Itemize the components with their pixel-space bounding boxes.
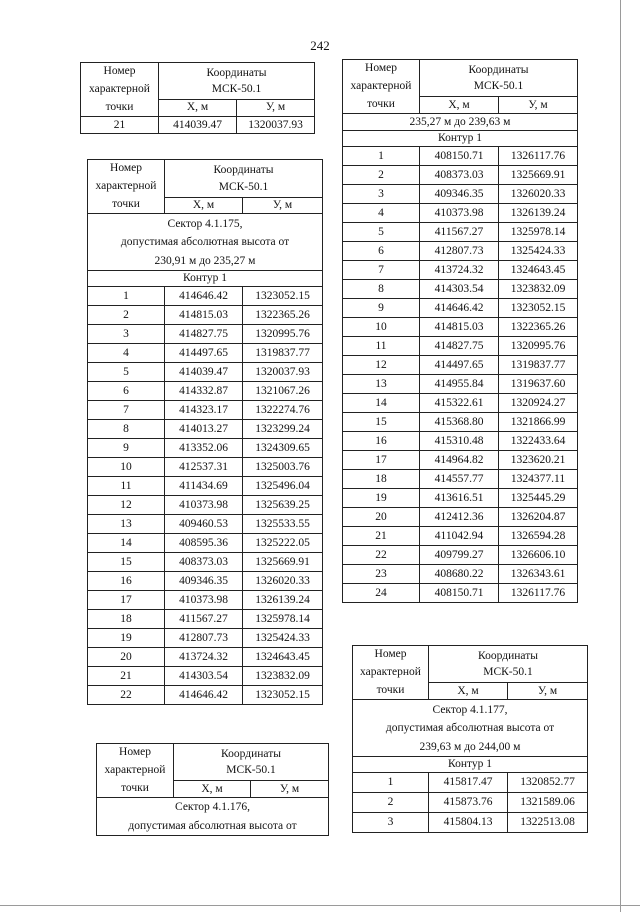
point-number-cell: 8 <box>343 280 420 299</box>
y-coordinate-cell: 1319837.77 <box>499 356 578 375</box>
point-number-cell: 12 <box>88 496 165 515</box>
point-number-cell: 7 <box>343 261 420 280</box>
point-number-cell: 1 <box>343 147 420 166</box>
point-number-header: Номер характерной точки <box>353 646 429 700</box>
y-coordinate-cell: 1322365.26 <box>243 306 323 325</box>
y-coordinate-cell: 1326117.76 <box>499 584 578 603</box>
table-row <box>343 394 578 413</box>
y-coordinate-cell: 1322365.26 <box>499 318 578 337</box>
point-number-cell: 6 <box>343 242 420 261</box>
y-coordinate-cell: 1319637.60 <box>499 375 578 394</box>
coordinates-header: Координаты МСК-50.1 <box>429 646 588 683</box>
point-number-header: Номер характерной точки <box>88 160 165 214</box>
table-row <box>343 337 578 356</box>
point-number-cell: 13 <box>88 515 165 534</box>
point-number-header: Номер характерной точки <box>81 63 159 117</box>
x-coordinate-cell: 410373.98 <box>165 496 243 515</box>
x-coordinate-cell: 408373.03 <box>165 553 243 572</box>
table-row <box>343 565 578 584</box>
point-number-cell: 24 <box>343 584 420 603</box>
point-number-cell: 4 <box>343 204 420 223</box>
point-number-cell: 20 <box>343 508 420 527</box>
point-number-cell: 7 <box>88 401 165 420</box>
point-number-cell: 22 <box>88 686 165 705</box>
table-row <box>343 261 578 280</box>
table-row <box>88 667 323 686</box>
y-coordinate-cell: 1324377.11 <box>499 470 578 489</box>
point-number-cell: 20 <box>88 648 165 667</box>
x-coordinate-cell: 414323.17 <box>165 401 243 420</box>
point-number-cell: 23 <box>343 565 420 584</box>
table-row <box>88 363 323 382</box>
x-header: X, м <box>159 99 237 117</box>
x-coordinate-cell: 408680.22 <box>420 565 499 584</box>
x-coordinate-cell: 415873.76 <box>429 793 508 813</box>
point-number-cell: 11 <box>88 477 165 496</box>
x-header: X, м <box>174 781 251 798</box>
table-row <box>88 553 323 572</box>
x-coordinate-cell: 412807.73 <box>165 629 243 648</box>
x-coordinate-cell: 409346.35 <box>420 185 499 204</box>
table-row <box>88 496 323 515</box>
x-coordinate-cell: 413724.32 <box>420 261 499 280</box>
table-row <box>343 299 578 318</box>
y-coordinate-cell: 1322274.76 <box>243 401 323 420</box>
x-coordinate-cell: 414646.42 <box>165 686 243 705</box>
y-coordinate-cell: 1324643.45 <box>499 261 578 280</box>
x-coordinate-cell: 411042.94 <box>420 527 499 546</box>
table-row <box>343 451 578 470</box>
table-row <box>353 773 588 793</box>
y-coordinate-cell: 1323299.24 <box>243 420 323 439</box>
x-coordinate-cell: 408373.03 <box>420 166 499 185</box>
table-row <box>88 401 323 420</box>
y-coordinate-cell: 1319837.77 <box>243 344 323 363</box>
table-row <box>88 534 323 553</box>
x-coordinate-cell: 414039.47 <box>165 363 243 382</box>
y-coordinate-cell: 1320852.77 <box>508 773 588 793</box>
y-coordinate-cell: 1320037.93 <box>243 363 323 382</box>
point-number-cell: 8 <box>88 420 165 439</box>
table-row <box>88 477 323 496</box>
point-number-cell: 12 <box>343 356 420 375</box>
point-number-cell: 6 <box>88 382 165 401</box>
y-coordinate-cell: 1325445.29 <box>499 489 578 508</box>
table-row <box>343 508 578 527</box>
x-coordinate-cell: 410373.98 <box>420 204 499 223</box>
table-row <box>343 185 578 204</box>
coordinates-table-5 <box>352 645 588 833</box>
table-row <box>88 287 323 306</box>
table-row <box>88 420 323 439</box>
coordinates-header: Координаты МСК-50.1 <box>420 60 578 97</box>
y-coordinate-cell: 1325424.33 <box>243 629 323 648</box>
y-coordinate-cell: 1323832.09 <box>243 667 323 686</box>
table-row <box>343 280 578 299</box>
sector-caption: Сектор 4.1.175, допустимая абсолютная высота от 230,91 м до 235,27 м <box>88 214 323 271</box>
y-coordinate-cell: 1325669.91 <box>243 553 323 572</box>
point-number-cell: 11 <box>343 337 420 356</box>
x-header: X, м <box>420 97 499 114</box>
x-coordinate-cell: 414646.42 <box>165 287 243 306</box>
y-coordinate-cell: 1325003.76 <box>243 458 323 477</box>
x-coordinate-cell: 415368.80 <box>420 413 499 432</box>
y-coordinate-cell: 1323052.15 <box>499 299 578 318</box>
y-coordinate-cell: 1326204.87 <box>499 508 578 527</box>
x-coordinate-cell: 409346.35 <box>165 572 243 591</box>
x-coordinate-cell: 410373.98 <box>165 591 243 610</box>
x-coordinate-cell: 414827.75 <box>165 325 243 344</box>
table-row <box>88 439 323 458</box>
point-number-cell: 2 <box>353 793 429 813</box>
page-edge-line <box>620 0 621 912</box>
table-row <box>343 432 578 451</box>
table-row <box>88 344 323 363</box>
table-row <box>343 546 578 565</box>
x-coordinate-cell: 412412.36 <box>420 508 499 527</box>
y-coordinate-cell: 1322433.64 <box>499 432 578 451</box>
table-row <box>343 242 578 261</box>
x-coordinate-cell: 413352.06 <box>165 439 243 458</box>
point-number-cell: 2 <box>343 166 420 185</box>
contour-label: Контур 1 <box>353 757 588 773</box>
y-header: У, м <box>499 97 578 114</box>
x-coordinate-cell: 411434.69 <box>165 477 243 496</box>
y-coordinate-cell: 1320995.76 <box>243 325 323 344</box>
contour-label: Контур 1 <box>88 271 323 287</box>
table-row <box>343 223 578 242</box>
y-coordinate-cell: 1326117.76 <box>499 147 578 166</box>
x-coordinate-cell: 414557.77 <box>420 470 499 489</box>
y-coordinate-cell: 1326139.24 <box>499 204 578 223</box>
table-row <box>343 470 578 489</box>
point-number-cell: 19 <box>343 489 420 508</box>
table-row <box>353 813 588 833</box>
sector-caption: Сектор 4.1.177, допустимая абсолютная высота от 239,63 м до 244,00 м <box>353 700 588 757</box>
y-coordinate-cell: 1325533.55 <box>243 515 323 534</box>
x-coordinate-cell: 411567.27 <box>420 223 499 242</box>
y-coordinate-cell: 1326343.61 <box>499 565 578 584</box>
point-number-cell: 21 <box>88 667 165 686</box>
table-row <box>88 382 323 401</box>
point-number-cell: 14 <box>88 534 165 553</box>
x-coordinate-cell: 414964.82 <box>420 451 499 470</box>
table-row <box>88 458 323 477</box>
x-coordinate-cell: 415804.13 <box>429 813 508 833</box>
x-coordinate-cell: 411567.27 <box>165 610 243 629</box>
x-coordinate-cell: 412807.73 <box>420 242 499 261</box>
x-coordinate-cell: 414497.65 <box>165 344 243 363</box>
table-row <box>343 204 578 223</box>
point-number-cell: 21 <box>343 527 420 546</box>
y-header: У, м <box>237 99 315 117</box>
y-coordinate-cell: 1325424.33 <box>499 242 578 261</box>
coordinates-table-1 <box>80 62 315 134</box>
point-number-cell: 3 <box>88 325 165 344</box>
x-coordinate-cell: 408150.71 <box>420 584 499 603</box>
table-row <box>343 318 578 337</box>
x-coordinate-cell: 414646.42 <box>420 299 499 318</box>
y-coordinate-cell: 1325222.05 <box>243 534 323 553</box>
x-coordinate-cell: 414303.54 <box>165 667 243 686</box>
x-coordinate-cell: 412537.31 <box>165 458 243 477</box>
table-row <box>88 306 323 325</box>
table-row <box>88 325 323 344</box>
point-number-cell: 15 <box>88 553 165 572</box>
y-coordinate-cell: 1320037.93 <box>237 117 315 134</box>
point-number-cell: 18 <box>88 610 165 629</box>
y-header: У, м <box>243 198 323 214</box>
y-header: У, м <box>508 683 588 700</box>
page-edge-line <box>0 905 640 906</box>
x-header: X, м <box>165 198 243 214</box>
table-row <box>88 515 323 534</box>
point-number-cell: 21 <box>81 117 159 134</box>
coordinates-header: Координаты МСК-50.1 <box>165 160 323 198</box>
altitude-caption: 235,27 м до 239,63 м <box>343 114 578 131</box>
table-row <box>343 584 578 603</box>
point-number-cell: 9 <box>343 299 420 318</box>
x-coordinate-cell: 415817.47 <box>429 773 508 793</box>
y-coordinate-cell: 1325639.25 <box>243 496 323 515</box>
x-coordinate-cell: 408150.71 <box>420 147 499 166</box>
point-number-cell: 13 <box>343 375 420 394</box>
point-number-cell: 10 <box>88 458 165 477</box>
coordinates-header: Координаты МСК-50.1 <box>174 744 329 781</box>
table-row <box>343 356 578 375</box>
x-coordinate-cell: 409460.53 <box>165 515 243 534</box>
point-number-cell: 2 <box>88 306 165 325</box>
y-coordinate-cell: 1326020.33 <box>243 572 323 591</box>
x-header: X, м <box>429 683 508 700</box>
x-coordinate-cell: 408595.36 <box>165 534 243 553</box>
x-coordinate-cell: 414955.84 <box>420 375 499 394</box>
x-coordinate-cell: 413724.32 <box>165 648 243 667</box>
y-coordinate-cell: 1320924.27 <box>499 394 578 413</box>
table-row <box>343 413 578 432</box>
point-number-cell: 17 <box>343 451 420 470</box>
table-row <box>353 793 588 813</box>
point-number-cell: 3 <box>353 813 429 833</box>
x-coordinate-cell: 414303.54 <box>420 280 499 299</box>
y-coordinate-cell: 1321589.06 <box>508 793 588 813</box>
table-row <box>343 527 578 546</box>
table-row <box>88 610 323 629</box>
y-coordinate-cell: 1324309.65 <box>243 439 323 458</box>
y-coordinate-cell: 1320995.76 <box>499 337 578 356</box>
sector-caption: Сектор 4.1.176, допустимая абсолютная высота от <box>97 798 329 836</box>
y-coordinate-cell: 1325978.14 <box>499 223 578 242</box>
table-row <box>343 489 578 508</box>
point-number-cell: 5 <box>343 223 420 242</box>
x-coordinate-cell: 414815.03 <box>420 318 499 337</box>
y-coordinate-cell: 1323620.21 <box>499 451 578 470</box>
point-number-cell: 5 <box>88 363 165 382</box>
coordinates-table-2 <box>87 159 323 705</box>
y-coordinate-cell: 1322513.08 <box>508 813 588 833</box>
point-number-cell: 17 <box>88 591 165 610</box>
point-number-cell: 16 <box>88 572 165 591</box>
point-number-cell: 19 <box>88 629 165 648</box>
x-coordinate-cell: 414039.47 <box>159 117 237 134</box>
y-coordinate-cell: 1326139.24 <box>243 591 323 610</box>
x-coordinate-cell: 414827.75 <box>420 337 499 356</box>
y-coordinate-cell: 1326606.10 <box>499 546 578 565</box>
point-number-cell: 4 <box>88 344 165 363</box>
point-number-header: Номер характерной точки <box>97 744 174 798</box>
coordinates-header: Координаты МСК-50.1 <box>159 63 315 100</box>
y-coordinate-cell: 1324643.45 <box>243 648 323 667</box>
y-coordinate-cell: 1321067.26 <box>243 382 323 401</box>
point-number-cell: 1 <box>88 287 165 306</box>
point-number-cell: 22 <box>343 546 420 565</box>
y-coordinate-cell: 1321866.99 <box>499 413 578 432</box>
y-coordinate-cell: 1325669.91 <box>499 166 578 185</box>
table-row <box>88 572 323 591</box>
point-number-cell: 1 <box>353 773 429 793</box>
point-number-cell: 18 <box>343 470 420 489</box>
page-number: 242 <box>310 38 330 53</box>
y-coordinate-cell: 1326594.28 <box>499 527 578 546</box>
table-row <box>81 117 315 134</box>
table-row <box>88 629 323 648</box>
y-coordinate-cell: 1323052.15 <box>243 287 323 306</box>
y-coordinate-cell: 1323832.09 <box>499 280 578 299</box>
point-number-cell: 14 <box>343 394 420 413</box>
table-row <box>88 591 323 610</box>
x-coordinate-cell: 415310.48 <box>420 432 499 451</box>
x-coordinate-cell: 414332.87 <box>165 382 243 401</box>
coordinates-table-3 <box>96 743 329 836</box>
contour-label: Контур 1 <box>343 131 578 147</box>
x-coordinate-cell: 414497.65 <box>420 356 499 375</box>
point-number-cell: 3 <box>343 185 420 204</box>
table-row <box>88 686 323 705</box>
y-coordinate-cell: 1323052.15 <box>243 686 323 705</box>
point-number-cell: 15 <box>343 413 420 432</box>
point-number-header: Номер характерной точки <box>343 60 420 114</box>
point-number-cell: 9 <box>88 439 165 458</box>
x-coordinate-cell: 413616.51 <box>420 489 499 508</box>
x-coordinate-cell: 414815.03 <box>165 306 243 325</box>
x-coordinate-cell: 414013.27 <box>165 420 243 439</box>
point-number-cell: 16 <box>343 432 420 451</box>
table-row <box>343 147 578 166</box>
x-coordinate-cell: 409799.27 <box>420 546 499 565</box>
table-row <box>343 166 578 185</box>
table-row <box>343 375 578 394</box>
table-row <box>88 648 323 667</box>
coordinates-table-4 <box>342 59 578 603</box>
y-coordinate-cell: 1325978.14 <box>243 610 323 629</box>
y-coordinate-cell: 1326020.33 <box>499 185 578 204</box>
point-number-cell: 10 <box>343 318 420 337</box>
y-header: У, м <box>251 781 329 798</box>
x-coordinate-cell: 415322.61 <box>420 394 499 413</box>
y-coordinate-cell: 1325496.04 <box>243 477 323 496</box>
